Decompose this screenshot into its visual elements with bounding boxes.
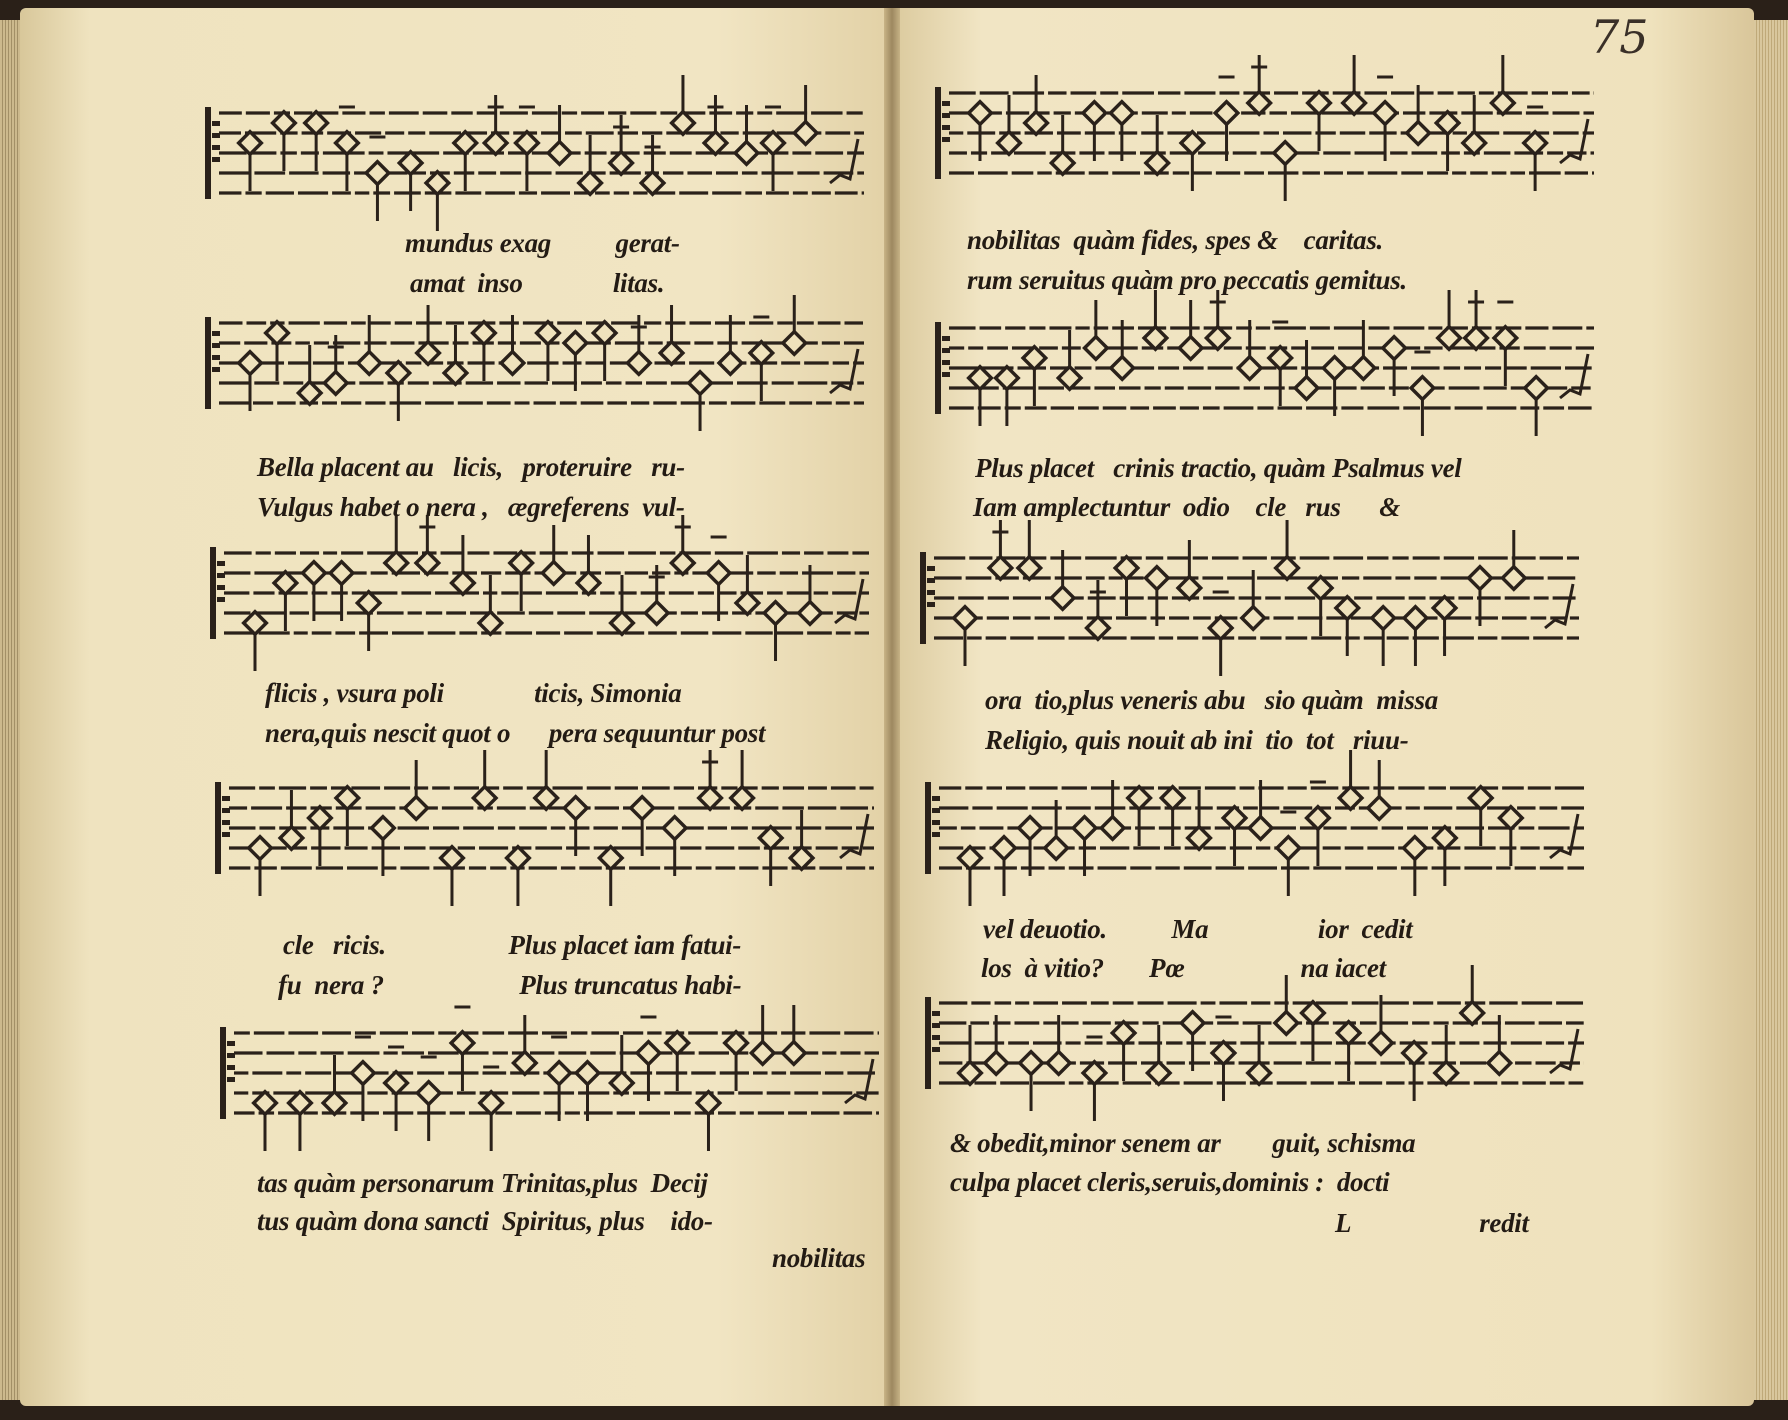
left-lyric-5a: tas quàm personarum Trinitas,plus Decij [257, 1168, 708, 1198]
right-lyric-5b: culpa placet cleris,seruis,dominis : docti [950, 1167, 1390, 1197]
left-lyric-4a: cle ricis. Plus placet iam fatui- [283, 930, 742, 960]
right-lyric-4a: vel deuotio. Ma ior cedit [983, 914, 1413, 944]
right-staff-3 [920, 540, 1585, 675]
right-lyric-1b: rum seruitus quàm pro peccatis gemitus. [967, 265, 1407, 295]
left-lyric-5b: tus quàm dona sancti Spiritus, plus ido- [257, 1206, 713, 1236]
left-lyric-3b: nera,quis nescit quot o pera sequuntur post [265, 718, 766, 748]
right-staff-1 [935, 75, 1600, 205]
right-lyric-2b: Iam amplectuntur odio cle rus & [973, 492, 1400, 522]
right-lyric-2a: Plus placet crinis tractio, quàm Psalmus vel [975, 453, 1462, 483]
left-lyric-1a: mundus exag gerat- [405, 228, 680, 258]
left-staff-4 [215, 770, 880, 900]
left-lyric-3a: flicis , vsura poli ticis, Simonia [265, 678, 682, 708]
left-lyric-2a: Bella placent au licis, proteruire ru- [257, 452, 685, 482]
book-gutter [884, 8, 900, 1406]
left-staff-1 [205, 95, 870, 215]
left-lyric-1b: amat inso litas. [410, 268, 665, 298]
right-staff-4 [925, 770, 1590, 900]
left-staff-3 [210, 535, 875, 670]
folio-number: 75 [1590, 10, 1649, 64]
right-catchword: L redit [1335, 1208, 1529, 1238]
left-catchword: nobilitas [772, 1243, 866, 1273]
left-staff-2 [205, 305, 870, 435]
right-staff-2 [935, 310, 1600, 440]
book-fore-edge [1754, 20, 1788, 1400]
left-lyric-4b: fu nera ? Plus truncatus habi- [278, 970, 742, 1000]
left-lyric-2b: Vulgus habet o nera , ægreferens vul- [257, 492, 685, 522]
right-lyric-3b: Religio, quis nouit ab ini tio tot riuu- [985, 725, 1409, 755]
left-staff-5 [220, 1015, 885, 1150]
book-back-edge [0, 20, 22, 1400]
right-lyric-4b: los à vitio? Pœ na iacet [981, 953, 1386, 983]
right-staff-5 [925, 985, 1590, 1120]
right-lyric-5a: & obedit,minor senem ar guit, schisma [950, 1128, 1416, 1158]
right-lyric-3a: ora tio,plus veneris abu sio quàm missa [985, 685, 1438, 715]
right-lyric-1a: nobilitas quàm fides, spes & caritas. [967, 225, 1383, 255]
